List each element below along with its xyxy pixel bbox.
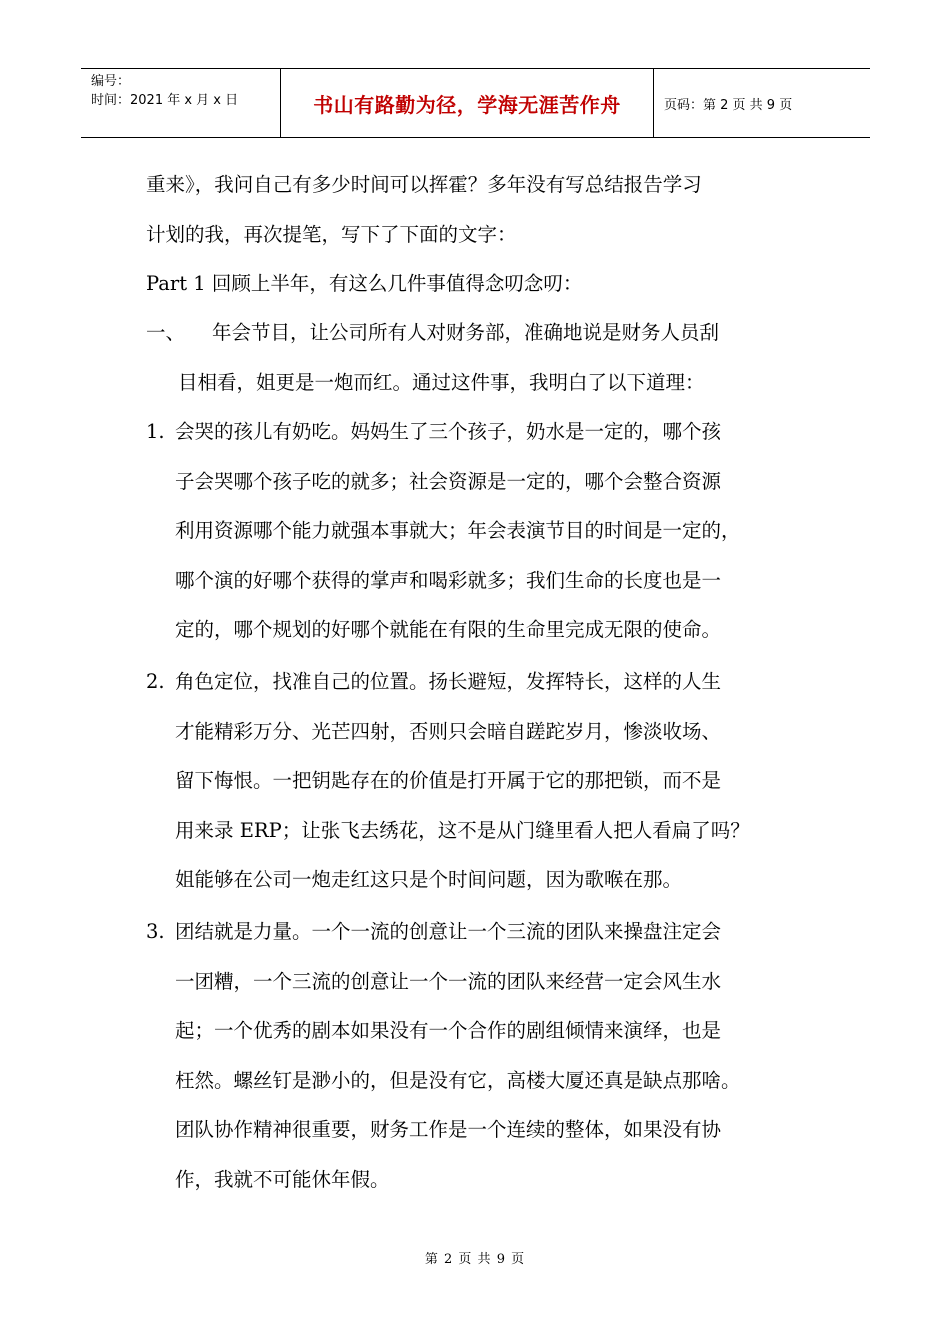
list-line: 子会哭哪个孩子吃的就多；社会资源是一定的，哪个会整合资源	[175, 469, 722, 493]
header-meta	[81, 69, 281, 137]
document-number-label: 编号：	[91, 74, 131, 89]
list-line: 会哭的孩儿有奶吃。妈妈生了三个孩子，奶水是一定的，哪个孩	[175, 420, 722, 443]
header-motto: 书山有路勤为径，学海无涯苦作舟	[281, 69, 654, 137]
section-line: 目相看，姐更是一炮而红。通过这件事，我明白了以下道理：	[178, 370, 705, 394]
header-page-info: 页码：第 2 页 共 9 页	[664, 97, 793, 113]
intro-line: 重来》，我问自己有多少时间可以挥霍？多年没有写总结报告学习	[146, 173, 702, 196]
list-item	[146, 907, 741, 1204]
section-one	[146, 308, 719, 407]
intro-paragraph	[146, 160, 702, 259]
intro-line: 计划的我，再次提笔，写下了下面的文字：	[146, 222, 517, 246]
document-date: 时间：2021 年 x 月 x 日	[91, 93, 239, 108]
list-line: 留下悔恨。一把钥匙存在的价值是打开属于它的那把锁，而不是	[175, 769, 722, 792]
list-item	[146, 657, 750, 905]
list-line: 才能精彩万分、光芒四射，否则只会暗自蹉跎岁月，惨淡收场、	[175, 719, 722, 743]
list-line: 用来录 ERP；让张飞去绣花，这不是从门缝里看人把人看扁了吗？	[175, 818, 750, 842]
list-line: 一团糟，一个三流的创意让一个一流的团队来经营一定会风生水	[175, 969, 722, 993]
list-line: 团结就是力量。一个一流的创意让一个三流的团队来操盘注定会	[175, 920, 722, 943]
list-line: 起；一个优秀的剧本如果没有一个合作的剧组倾情来演绎，也是	[175, 1019, 722, 1042]
page-header	[81, 68, 870, 138]
list-line: 定的，哪个规划的好哪个就能在有限的生命里完成无限的使命。	[175, 618, 722, 641]
list-number: 2.	[146, 670, 165, 693]
list-line: 作，我就不可能休年假。	[175, 1167, 390, 1191]
list-line: 姐能够在公司一炮走红这只是个时间问题，因为歌喉在那。	[175, 868, 683, 891]
list-line: 枉然。螺丝钉是渺小的，但是没有它，高楼大厦还真是缺点那啥。	[175, 1068, 741, 1092]
page-footer: 第 2 页 共 9 页	[424, 1252, 526, 1267]
list-line: 哪个演的好哪个获得的掌声和喝彩就多；我们生命的长度也是一	[175, 568, 722, 592]
section-marker: 一、	[146, 321, 186, 344]
list-number: 3.	[146, 920, 165, 943]
list-number: 1.	[146, 420, 165, 443]
list-line: 利用资源哪个能力就强本事就大；年会表演节目的时间是一定的，	[175, 519, 741, 542]
list-item	[146, 407, 741, 655]
list-line: 角色定位，找准自己的位置。扬长避短，发挥特长，这样的人生	[175, 670, 722, 693]
section-line: 年会节目，让公司所有人对财务部，准确地说是财务人员刮	[212, 321, 720, 344]
list-line: 团队协作精神很重要，财务工作是一个连续的整体，如果没有协	[175, 1118, 722, 1141]
part1-heading: Part 1 回顾上半年，有这么几件事值得念叨念叨：	[146, 272, 583, 295]
